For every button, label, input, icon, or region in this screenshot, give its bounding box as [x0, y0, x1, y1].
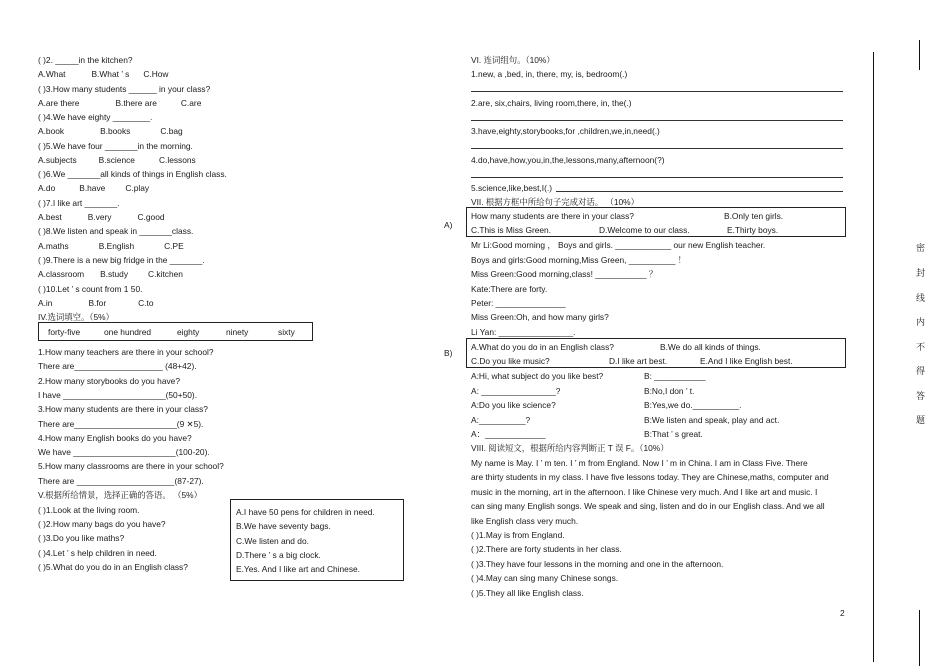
answer-rule [471, 91, 843, 92]
seal-char: 封 [916, 268, 926, 278]
option: C.kitchen [148, 269, 183, 279]
answer-option: D.There ’ s a big clock. [236, 550, 321, 560]
answer-rule [471, 177, 843, 178]
margin-line-bottom [919, 610, 920, 666]
option: A.maths [38, 241, 69, 251]
question-6: ( )6.We _______all kinds of things in English class. [38, 169, 227, 179]
answer-rule [471, 148, 843, 149]
passage-line: music in the morning, art in the afternoon. I like Chinese very much. And I like art and music. I [471, 487, 818, 497]
q8-options [38, 241, 184, 251]
section-7-title: VII. 根据方框中所给句子完成对话。 （10%） [471, 197, 639, 207]
dialog-line: Peter: _______________ [471, 298, 566, 308]
margin-line-left [873, 52, 874, 662]
judge-item: ( )2.There are forty students in her class. [471, 544, 622, 554]
answer-option: C.We listen and do. [236, 536, 309, 546]
margin-line-top [919, 40, 920, 70]
q3-options [38, 98, 201, 108]
section-8-title: VIII. 阅读短文，根据所给内容判断正 T 误 F。（10%） [471, 443, 669, 453]
option: C.are [180, 98, 202, 108]
q6-options [38, 183, 149, 193]
dialog-option: D.I like art best. [609, 356, 668, 366]
fill-answer-line: There are___________________ (48+42). [38, 361, 197, 371]
answer-option: E.Yes. And I like art and Chinese. [236, 564, 360, 574]
option: A.What [38, 69, 66, 79]
question-9: ( )9.There is a new big fridge in the _______. [38, 255, 205, 265]
option: C.lessons [158, 155, 196, 165]
passage-line: are thirty students in my class. I have five lessons today. They are Chinese,maths, computer and [471, 472, 829, 482]
passage-line: like English class very much. [471, 516, 579, 526]
dialog-b-line: B:We listen and speak, play and act. [644, 415, 780, 425]
dialog-line: Boys and girls:Good morning,Miss Green, __________ ！ [471, 255, 687, 265]
dialog-a-line: A:Do you like science? [471, 400, 556, 410]
option: C.to [138, 298, 154, 308]
situation-item: ( )2.How many bags do you have? [38, 519, 166, 529]
seal-char: 密 [916, 243, 926, 253]
dialog-b-line: B: ___________ [644, 371, 706, 381]
dialog-option: How many students are there in your class? [471, 211, 634, 221]
question-2: ( )2. _____in the kitchen? [38, 55, 133, 65]
seal-char: 线 [916, 293, 926, 303]
dialog-line: Li Yan: ________________. [471, 327, 576, 337]
seal-char: 得 [916, 366, 926, 376]
situation-item: ( )4.Let ’ s help children in need. [38, 548, 157, 558]
option: C.good [137, 212, 165, 222]
fill-question: 4.How many English books do you have? [38, 433, 192, 443]
dialog-option: E.And I like English best. [700, 356, 793, 366]
q2-options [38, 69, 168, 79]
dialog-option: D.Welcome to our class. [599, 225, 690, 235]
seal-char: 不 [916, 342, 926, 352]
dialog-b-line: B:No,I don ’ t. [644, 386, 695, 396]
question-5: ( )5.We have four _______in the morning. [38, 141, 193, 151]
dialog-line: Kate:There are forty. [471, 284, 548, 294]
option: A.do [38, 183, 56, 193]
option: C.bag [160, 126, 183, 136]
page-number: 2 [840, 608, 845, 618]
answer-rule [556, 191, 843, 192]
word-bank-word: sixty [278, 327, 295, 337]
option: B.there are [115, 98, 157, 108]
option: B.study [100, 269, 129, 279]
answer-option: B.We have seventy bags. [236, 521, 331, 531]
fill-answer-line: There are _____________________(87-27). [38, 476, 204, 486]
option: C.play [125, 183, 150, 193]
word-bank-word: forty-five [48, 327, 81, 337]
judge-item: ( )3.They have four lessons in the morning and one in the afternoon. [471, 559, 724, 569]
judge-item: ( )4.May can sing many Chinese songs. [471, 573, 619, 583]
option: A.classroom [38, 269, 85, 279]
dialog-a-line: A：_____________ [471, 429, 546, 439]
dialog-a-line: A:__________? [471, 415, 531, 425]
option: B.English [98, 241, 135, 251]
dialog-option: B.Only ten girls. [724, 211, 784, 221]
dialog-line: Mr Li:Good morning ， Boys and girls. ____________ our new English teacher. [471, 240, 766, 250]
word-order-item: 3.have,eighty,storybooks,for ,children,we,in,need(.) [471, 126, 660, 136]
question-7: ( )7.I like art _______. [38, 198, 120, 208]
option: B.have [79, 183, 106, 193]
fill-question: 1.How many teachers are there in your school? [38, 347, 214, 357]
passage-line: My name is May. I ’ m ten. I ’ m from England. Now I ’ m in China. I am in Class Five. There [471, 458, 808, 468]
situation-item: ( )5.What do you do in an English class? [38, 562, 188, 572]
dialog-a-line: A:Hi, what subject do you like best? [471, 371, 604, 381]
situation-item: ( )1.Look at the living room. [38, 505, 140, 515]
judge-item: ( )5.They all like English class. [471, 588, 584, 598]
situation-item: ( )3.Do you like maths? [38, 533, 125, 543]
fill-answer-line: We have ______________________(100-20). [38, 447, 210, 457]
option: B.for [88, 298, 107, 308]
box-b-label: B) [444, 348, 453, 358]
option: A.subjects [38, 155, 77, 165]
option: C.PE [164, 241, 184, 251]
dialog-b-line: B:That ’ s great. [644, 429, 703, 439]
word-order-item: 1.new, a ,bed, in, there, my, is, bedroom(.) [471, 69, 628, 79]
fill-answer-line: I have ______________________(50+50). [38, 390, 198, 400]
dialog-option: B.We do all kinds of things. [660, 342, 761, 352]
word-order-item: 4.do,have,how,you,in,the,lessons,many,afternoon(?) [471, 155, 665, 165]
dialog-a-line: A: ________________? [471, 386, 561, 396]
q10-options [38, 298, 154, 308]
fill-question: 2.How many storybooks do you have? [38, 376, 180, 386]
dialog-option: C.Do you like music? [471, 356, 550, 366]
dialog-option: E.Thirty boys. [727, 225, 779, 235]
fill-question: 3.How many students are there in your class? [38, 404, 208, 414]
dialog-line: Miss Green:Good morning,class! ___________ ？ [471, 269, 658, 279]
section-4-title: IV.选词填空。（5%） [38, 312, 115, 322]
seal-char: 内 [916, 317, 926, 327]
option: A.are there [38, 98, 80, 108]
dialog-option: A.What do you do in an English class? [471, 342, 614, 352]
passage-line: can sing many English songs. We speak and sing, listen and do in our English class. And we all [471, 501, 825, 511]
word-bank-word: eighty [177, 327, 200, 337]
answer-option: A.I have 50 pens for children in need. [236, 507, 375, 517]
fill-question: 5.How many classrooms are there in your school? [38, 461, 224, 471]
q5-options [38, 155, 196, 165]
option: C.How [143, 69, 169, 79]
question-3: ( )3.How many students ______ in your class? [38, 84, 211, 94]
q9-options [38, 269, 183, 279]
option: B.books [100, 126, 131, 136]
question-8: ( )8.We listen and speak in _______class. [38, 226, 194, 236]
q4-options [38, 126, 183, 136]
dialog-b-line: B:Yes,we do.__________. [644, 400, 742, 410]
judge-item: ( )1.May is from England. [471, 530, 565, 540]
seal-char: 答 [916, 391, 926, 401]
word-bank-word: ninety [226, 327, 249, 337]
dialog-line: Miss Green:Oh, and how many girls? [471, 312, 609, 322]
word-order-item: 2.are, six,chairs, living room,there, in, the(.) [471, 98, 632, 108]
box-a-label: A) [444, 220, 453, 230]
seal-char: 题 [916, 415, 926, 425]
section-6-title: VI. 连词组句。（10%） [471, 55, 555, 65]
option: A.book [38, 126, 65, 136]
word-bank-word: one hundred [104, 327, 152, 337]
option: A.best [38, 212, 62, 222]
dialog-option: C.This is Miss Green. [471, 225, 552, 235]
option: B.What ’ s [91, 69, 130, 79]
option: B.science [98, 155, 135, 165]
option: A.in [38, 298, 53, 308]
answer-rule [471, 120, 843, 121]
question-4: ( )4.We have eighty ________. [38, 112, 153, 122]
fill-answer-line: There are______________________(9 ✕5). [38, 419, 204, 429]
word-order-item: 5.science,like,best,I(.) [471, 183, 552, 193]
question-10: ( )10.Let ’ s count from 1 50. [38, 284, 143, 294]
option: B.very [87, 212, 112, 222]
q7-options [38, 212, 165, 222]
section-5-title: V.根据所给情景，选择正确的答语。 （5%） [38, 490, 202, 500]
